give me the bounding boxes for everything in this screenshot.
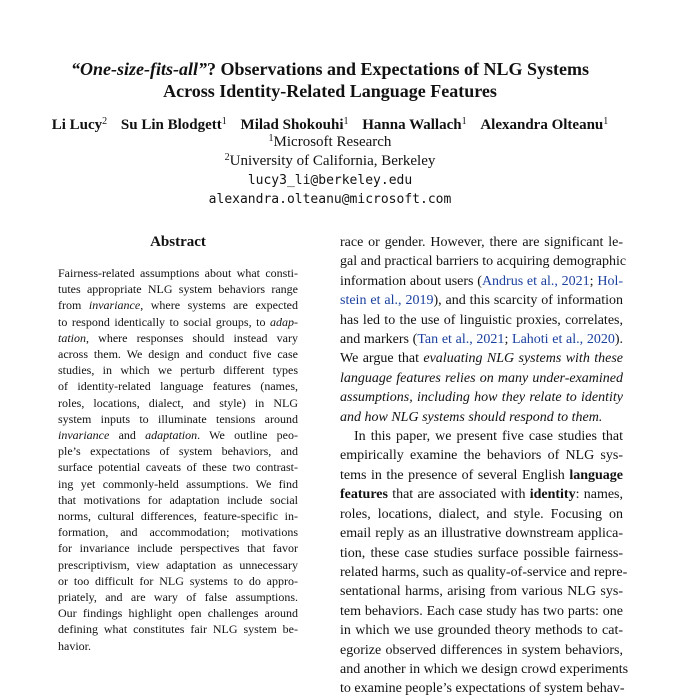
intro-body-column xyxy=(340,233,629,699)
abstract-line: from invariance, where systems are expected xyxy=(58,298,298,313)
email-olteanu[interactable]: alexandra.olteanu@microsoft.com xyxy=(208,192,452,207)
body-line[interactable]: information about users (Andrus et al., 2021; Hol- xyxy=(340,273,623,289)
body-line[interactable]: stein et al., 2019), and this scarcity of information xyxy=(340,293,623,309)
author: Milad Shokouhi$^1$ xyxy=(240,116,349,133)
abstract-line: Fairness-related assumptions about what consti- xyxy=(58,266,298,280)
title-line-1 xyxy=(40,58,620,80)
abstract-line: havior. xyxy=(58,638,91,653)
abstract-line: roles, locations, dialect, and style) in NLG xyxy=(58,395,298,410)
abstract-line: defining what constitutes fair NLG system be- xyxy=(58,622,298,637)
body-line: sentational harms, arising from various NLG sys- xyxy=(340,584,623,600)
abstract-line: prescriptivism, view adaptation as unnecessary xyxy=(58,557,298,572)
body-line: related harms, such as quality-of-service and repre- xyxy=(340,564,628,580)
abstract-line: of identity-related language features (names, xyxy=(58,379,298,394)
body-line: tion, these case studies surface possible fairness- xyxy=(340,545,623,561)
author: Alexandra Olteanu$^1$ xyxy=(480,116,609,133)
affiliation-microsoft: $^1$Microsoft Research xyxy=(268,133,392,150)
body-line: and another in which we design crowd experiments xyxy=(340,661,629,677)
title-line-1-rest: ? Observations and Expectations of NLG Systems xyxy=(206,59,589,79)
body-line: and how NLG systems should respond to them. xyxy=(340,409,603,425)
abstract-line: for invariance include perspectives that favor xyxy=(58,541,298,556)
abstract-line: surface potential caveats of these two contrast- xyxy=(58,460,298,475)
abstract-line: invariance and adaptation. We outline peo- xyxy=(58,428,299,443)
body-line: We argue that evaluating NLG systems with these xyxy=(340,351,623,367)
abstract-line: Our findings highlight open challenges around xyxy=(58,606,298,621)
body-line: has led to the use of linguistic proxies, correlates, xyxy=(340,312,623,328)
abstract-line: ple’s expectations of system behaviors, and xyxy=(58,444,298,459)
body-line: tem behaviors. Each case study has two parts: one xyxy=(340,603,623,619)
title-quoted-phrase: “One-size-fits-all” xyxy=(70,59,207,79)
body-line: race or gender. However, there are significant le- xyxy=(340,235,623,250)
abstract-line: that motivations for adaptation include social xyxy=(58,492,298,507)
body-line: empirically examine the behaviors of NLG sys- xyxy=(340,448,623,464)
affiliation-berkeley: $^2$University of California, Berkeley xyxy=(224,152,436,169)
body-line: language features relies on many under-examined xyxy=(340,370,623,386)
body-line: tems in the presence of several English language xyxy=(340,467,623,483)
author: Su Lin Blodgett$^1$ xyxy=(120,116,227,133)
abstract-line: to respond identically to social groups, to adap- xyxy=(58,314,298,329)
abstract-line: system inputs to illuminate tensions around xyxy=(58,411,298,426)
abstract-line: studies, in which we perturb different types xyxy=(58,363,298,378)
body-line: email reply as an illustrative downstream applica- xyxy=(340,526,623,542)
email-lucy[interactable]: lucy3_li@berkeley.edu xyxy=(247,173,413,188)
abstract-line: ing yet commonly-held assumptions. We find xyxy=(58,476,298,491)
body-line: to examine people’s expectations of system behav- xyxy=(340,681,625,697)
body-line[interactable]: and markers (Tan et al., 2021; Lahoti et al., 2020). xyxy=(340,332,624,348)
body-line: assumptions, including how they relate to identity xyxy=(340,390,623,406)
abstract-line: tation, where responses should instead vary xyxy=(58,330,298,345)
title-line-2: Across Identity-Related Language Features xyxy=(163,81,497,101)
body-line: gal and practical barriers to acquiring demographic xyxy=(340,254,627,270)
body-line: in which we use grounded theory methods to cat- xyxy=(340,623,623,639)
abstract-line: tutes appropriate NLG system behaviors range xyxy=(58,282,298,297)
abstract-heading: Abstract xyxy=(150,234,206,250)
author: Hanna Wallach$^1$ xyxy=(362,116,467,133)
abstract-line: formation, and accommodation; motivations xyxy=(58,525,298,540)
body-line: roles, locations, dialect, and style. Focusing on xyxy=(340,506,623,522)
author: Li Lucy$^2$ xyxy=(51,116,108,133)
abstract-line: norms, cultural differences, feature-specific in- xyxy=(58,509,298,524)
abstract-line: priately, and are wary of false assumptions. xyxy=(58,590,298,605)
body-line: features that are associated with identity: names, xyxy=(340,487,623,503)
abstract-line: or too difficult for NLG systems to do appro- xyxy=(58,573,298,588)
body-line: In this paper, we present five case studies that xyxy=(354,429,623,445)
paper-title xyxy=(40,58,620,102)
abstract-body xyxy=(58,265,298,654)
abstract-line: across them. We design and conduct five case xyxy=(58,347,298,362)
body-line: egorize observed differences in system behaviors, xyxy=(340,642,623,658)
